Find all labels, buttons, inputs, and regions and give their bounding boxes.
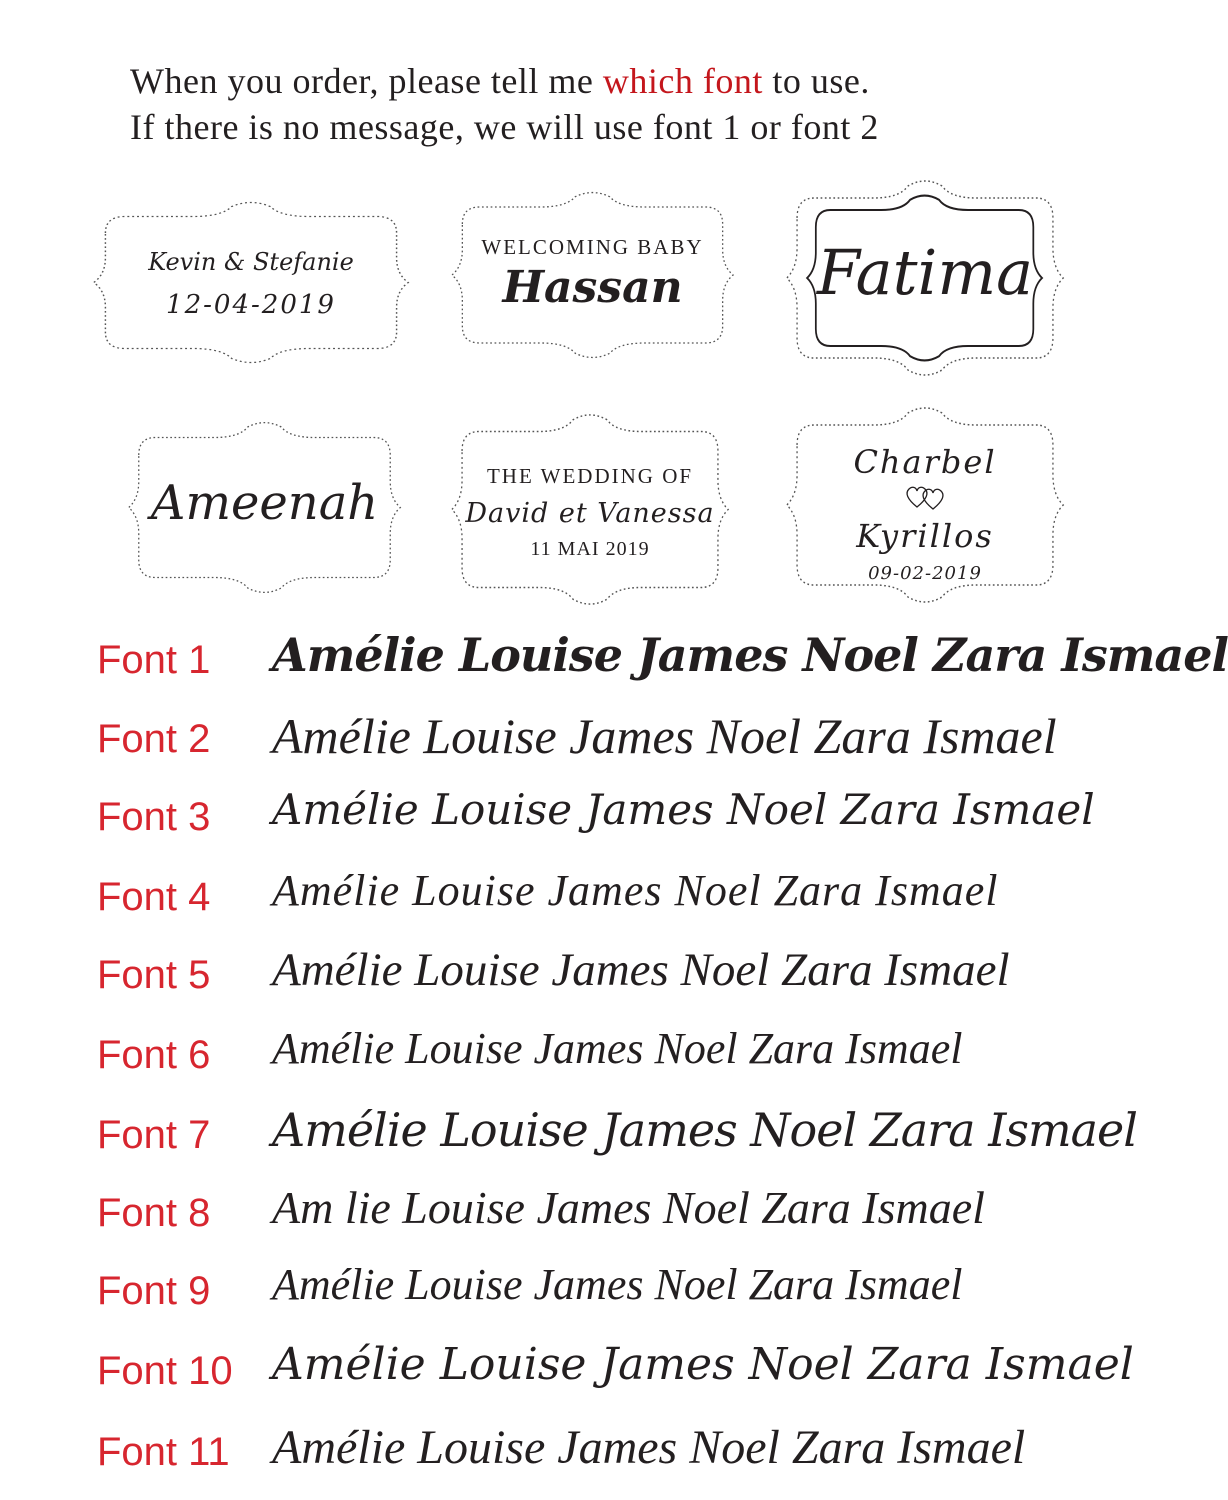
font-sample: Amélie Louise James Noel Zara Ismael — [272, 1339, 1134, 1390]
intro-line-1-start: When you order, please tell me — [130, 61, 603, 101]
font-sample: Amélie Louise James Noel Zara Ismael — [272, 1103, 1137, 1157]
intro-line-2: If there is no message, we will use font 1 or font 2 — [130, 107, 879, 147]
dotted-frame-icon — [86, 200, 416, 365]
label-name: Fatima — [816, 236, 1034, 309]
font-label: Font 5 — [97, 953, 211, 997]
font-row-11 — [0, 1414, 1200, 1492]
label-name: Ameenah — [150, 475, 379, 531]
label-name-1: Charbel — [853, 443, 997, 481]
font-label: Font 1 — [97, 638, 211, 682]
font-label: Font 8 — [97, 1191, 211, 1235]
font-sample: Amélie Louise James Noel Zara Ismael — [272, 1260, 963, 1309]
label-ameenah — [122, 420, 407, 595]
label-name-2: Kyrillos — [856, 517, 994, 555]
font-label: Font 11 — [97, 1430, 230, 1474]
label-name: Hassan — [502, 262, 683, 313]
font-sample: Amélie Louise James Noel Zara Ismael — [272, 628, 1228, 682]
font-row-4 — [0, 859, 1200, 937]
double-heart-icon — [903, 483, 947, 511]
label-heading: WELCOMING BABY — [481, 235, 704, 259]
font-label: Font 3 — [97, 795, 211, 839]
label-wedding — [445, 412, 735, 607]
font-row-5 — [0, 937, 1200, 1015]
label-date: 12-04-2019 — [166, 290, 336, 320]
font-row-10 — [0, 1333, 1200, 1411]
font-sample: Am lie Louise James Noel Zara Ismael — [272, 1182, 985, 1233]
font-label: Font 4 — [97, 875, 211, 919]
font-sample: Amélie Louise James Noel Zara Ismael — [272, 1024, 963, 1073]
font-row-1 — [0, 622, 1228, 700]
font-sample: Amélie Louise James Noel Zara Ismael — [272, 785, 1095, 834]
font-row-6 — [0, 1017, 1200, 1095]
font-label: Font 10 — [97, 1349, 233, 1393]
label-names: Kevin & Stefanie — [148, 248, 354, 276]
label-date: 11 MAI 2019 — [530, 538, 650, 560]
label-kevin-stefanie — [86, 200, 416, 365]
font-sample: Amélie Louise James Noel Zara Ismael — [272, 1421, 1026, 1474]
font-sample: Amélie Louise James Noel Zara Ismael — [272, 944, 1010, 996]
label-names: David et Vanessa — [465, 498, 715, 529]
font-label: Font 6 — [97, 1033, 211, 1077]
font-row-7 — [0, 1097, 1200, 1175]
font-row-3 — [0, 779, 1200, 857]
font-label: Font 9 — [97, 1269, 211, 1313]
label-heading: THE WEDDING OF — [486, 464, 694, 488]
label-fatima — [780, 178, 1070, 378]
label-charbel-kyrillos — [780, 405, 1070, 605]
font-row-9 — [0, 1253, 1200, 1331]
font-label: Font 2 — [97, 717, 211, 761]
font-sample: Amélie Louise James Noel Zara Ismael — [272, 866, 999, 915]
font-sample: Amélie Louise James Noel Zara Ismael — [272, 708, 1057, 764]
intro-highlight: which font — [602, 61, 763, 101]
label-date: 09-02-2019 — [868, 563, 982, 584]
label-welcoming-baby — [445, 190, 740, 360]
font-label: Font 7 — [97, 1113, 211, 1157]
font-row-8 — [0, 1175, 1200, 1253]
font-row-2 — [0, 701, 1200, 779]
intro-line-1-end: to use. — [762, 61, 870, 101]
